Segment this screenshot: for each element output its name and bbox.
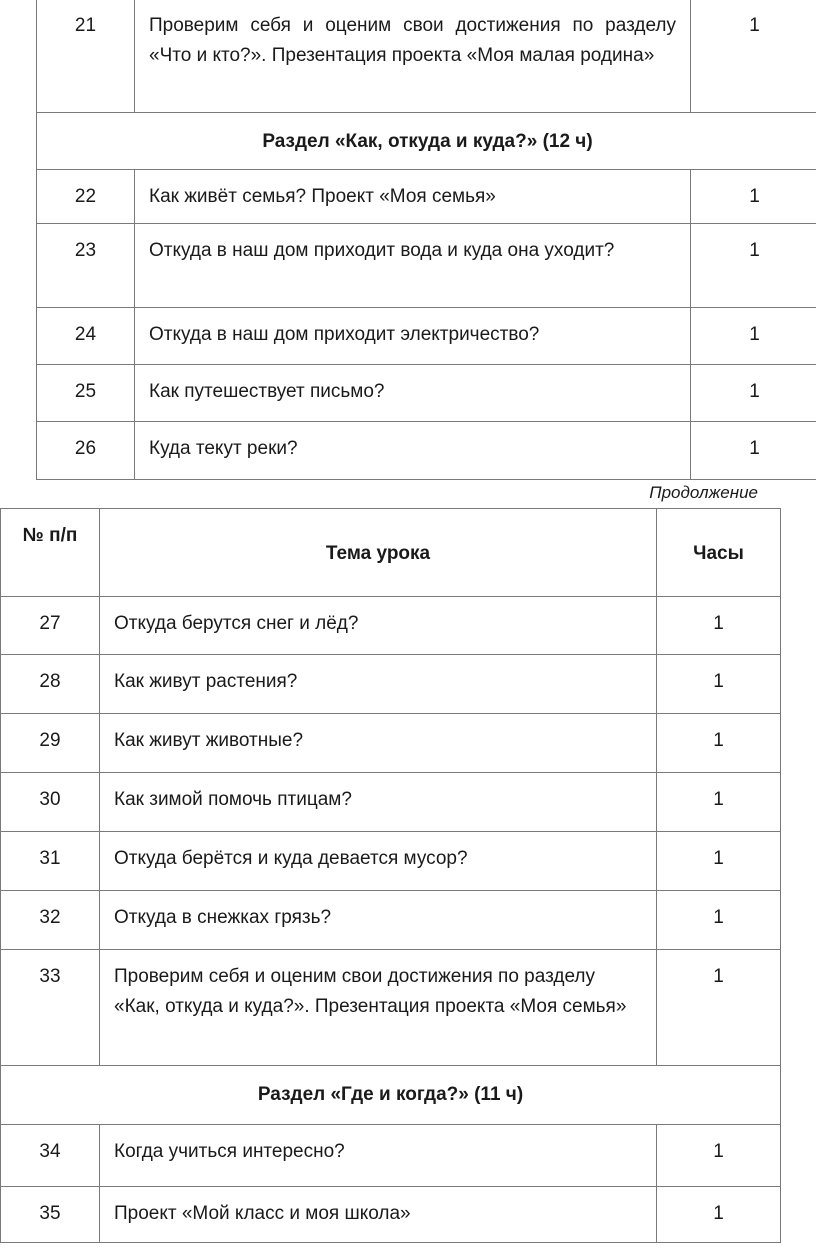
lesson-topic: Откуда в снежках грязь? — [100, 891, 657, 950]
lesson-number: 29 — [1, 714, 100, 773]
lesson-topic: Как зимой помочь птицам? — [100, 773, 657, 832]
table-row — [1, 714, 816, 773]
lesson-number: 34 — [1, 1125, 100, 1187]
lesson-hours: 1 — [691, 308, 816, 365]
blank-margin — [781, 773, 816, 832]
blank-margin — [781, 891, 816, 950]
section-row — [1, 1066, 816, 1125]
header-topic: Тема урока — [100, 509, 657, 597]
lesson-table-top — [36, 0, 816, 480]
section-title: Раздел «Как, откуда и куда?» (12 ч) — [37, 113, 816, 170]
lesson-topic: Проверим себя и оценим свои достижения по разделу «Как, откуда и куда?». Презентация проекта «Моя семья» — [100, 950, 657, 1066]
lesson-number: 30 — [1, 773, 100, 832]
lesson-topic: Проект «Мой класс и моя школа» — [100, 1187, 657, 1243]
lesson-number: 31 — [1, 832, 100, 891]
blank-margin — [781, 1066, 816, 1125]
table-row — [1, 832, 816, 891]
lesson-number: 22 — [37, 170, 135, 224]
lesson-number: 27 — [1, 597, 100, 655]
lesson-topic: Откуда берутся снег и лёд? — [100, 597, 657, 655]
blank-margin — [781, 1187, 816, 1243]
lesson-topic: Откуда берётся и куда девается мусор? — [100, 832, 657, 891]
lesson-hours: 1 — [657, 950, 781, 1066]
table-row — [37, 422, 816, 480]
lesson-hours: 1 — [657, 832, 781, 891]
table-row — [37, 365, 816, 422]
lesson-topic: Как живут растения? — [100, 655, 657, 714]
lesson-topic: Когда учиться интересно? — [100, 1125, 657, 1187]
table-row — [37, 170, 816, 224]
blank-margin — [781, 655, 816, 714]
lesson-hours: 1 — [691, 422, 816, 480]
lesson-hours: 1 — [691, 224, 816, 308]
blank-margin — [781, 832, 816, 891]
lesson-topic: Откуда в наш дом приходит вода и куда она уходит? — [135, 224, 691, 308]
table-row — [37, 0, 816, 113]
blank-margin — [781, 950, 816, 1066]
table-row — [37, 308, 816, 365]
lesson-hours: 1 — [657, 773, 781, 832]
lesson-hours: 1 — [657, 714, 781, 773]
table-row — [1, 891, 816, 950]
lesson-number: 24 — [37, 308, 135, 365]
table-row — [1, 1125, 816, 1187]
table-row — [1, 597, 816, 655]
lesson-hours: 1 — [657, 891, 781, 950]
lesson-number: 25 — [37, 365, 135, 422]
lesson-number: 23 — [37, 224, 135, 308]
blank-margin — [781, 597, 816, 655]
blank-margin — [781, 509, 816, 597]
lesson-hours: 1 — [691, 365, 816, 422]
lesson-hours: 1 — [691, 170, 816, 224]
lesson-topic: Как живут животные? — [100, 714, 657, 773]
header-hours: Часы — [657, 509, 781, 597]
table-row — [1, 655, 816, 714]
lesson-topic: Откуда в наш дом приходит электричество? — [135, 308, 691, 365]
lesson-number: 32 — [1, 891, 100, 950]
lesson-topic: Как путешествует письмо? — [135, 365, 691, 422]
table-header-row — [1, 509, 816, 597]
lesson-number: 21 — [37, 0, 135, 113]
lesson-topic: Как живёт семья? Проект «Моя семья» — [135, 170, 691, 224]
blank-margin — [781, 714, 816, 773]
lesson-hours: 1 — [657, 655, 781, 714]
lesson-hours: 1 — [691, 0, 816, 113]
blank-margin — [781, 1125, 816, 1187]
table-row — [1, 950, 816, 1066]
table-row — [1, 1187, 816, 1243]
lesson-topic: Куда текут реки? — [135, 422, 691, 480]
lesson-hours: 1 — [657, 597, 781, 655]
lesson-number: 28 — [1, 655, 100, 714]
lesson-topic: Проверим себя и оценим свои достижения по разделу «Что и кто?». Презентация проекта «Моя малая родина» — [135, 0, 691, 113]
lesson-number: 33 — [1, 950, 100, 1066]
lesson-hours: 1 — [657, 1125, 781, 1187]
lesson-number: 35 — [1, 1187, 100, 1243]
section-title: Раздел «Где и когда?» (11 ч) — [1, 1066, 781, 1125]
lesson-table-bottom — [0, 508, 816, 1243]
continuation-label: Продолжение — [649, 483, 758, 502]
header-number: № п/п — [1, 509, 100, 597]
section-row — [37, 113, 816, 170]
table-row — [37, 224, 816, 308]
table-row — [1, 773, 816, 832]
lesson-number: 26 — [37, 422, 135, 480]
lesson-hours: 1 — [657, 1187, 781, 1243]
